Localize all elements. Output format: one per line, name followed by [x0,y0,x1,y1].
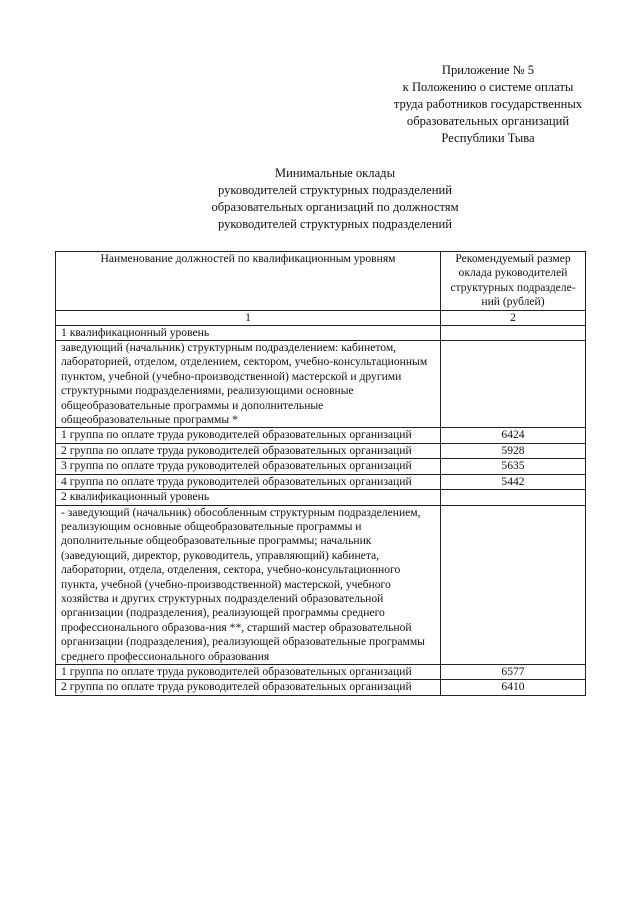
salary-value: 5442 [441,474,586,489]
appendix-line: Республики Тыва [441,131,535,145]
title-line: руководителей структурных подразделений [217,183,452,197]
position-description: - заведующий (начальник) обособленным структурным подразделением, реализующим основные общеобразовательные программы и дополнительные общеобразовательные программы; начальник (заведующий, директор, руководитель, управляющий) кабинета, лаборатории, отдела, отделения, сектора, учебно-консультационного пункта, учебной (учебно-производственной) мастерской, учебного хозяйства и других структурных подразделений образовательной организации (подразделения), реализующей программы среднего профессионального образова-ния **, старший мастер образовательной организации (подразделения), реализующей образовательные программы среднего профессионального образования [56,505,441,664]
salary-table [55,251,586,696]
salary-value: 5635 [441,459,586,474]
salary-value [441,490,586,505]
salary-value: 6577 [441,664,586,679]
table-row [56,325,586,340]
title-line: образовательных организаций по должностям [211,200,459,214]
table-row [56,490,586,505]
table-row [56,428,586,443]
salary-value [441,325,586,340]
appendix-line: к Положению о системе оплаты [402,80,574,94]
header-recommended-salary: Рекомендуемый размер оклада руководителей структурных подразделе-ний (рублей) [441,252,586,311]
table-row [56,459,586,474]
pay-group: 2 группа по оплате труда руководителей образовательных организаций [56,443,441,458]
qualification-level: 1 квалификационный уровень [56,325,441,340]
qualification-level: 2 квалификационный уровень [56,490,441,505]
salary-value [441,341,586,428]
pay-group: 4 группа по оплате труда руководителей образовательных организаций [56,474,441,489]
salary-value [441,505,586,664]
appendix-reference [360,62,616,147]
appendix-line: Приложение № 5 [441,63,535,77]
column-number: 1 [56,310,441,325]
pay-group: 2 группа по оплате труда руководителей образовательных организаций [56,680,441,695]
salary-value: 6410 [441,680,586,695]
salary-value: 6424 [441,428,586,443]
table-row [56,341,586,428]
table-row [56,664,586,679]
column-number-row [56,310,586,325]
table-row [56,474,586,489]
table-row [56,680,586,695]
pay-group: 3 группа по оплате труда руководителей образовательных организаций [56,459,441,474]
pay-group: 1 группа по оплате труда руководителей образовательных организаций [56,664,441,679]
table-header-row [56,252,586,311]
pay-group: 1 группа по оплате труда руководителей образовательных организаций [56,428,441,443]
appendix-line: труда работников государственных [393,97,583,111]
column-number: 2 [441,310,586,325]
table-row [56,443,586,458]
position-description: заведующий (начальник) структурным подразделением: кабинетом, лабораторией, отделом, отделением, сектором, учебно-консультационным пунктом, учебной (учебно-производственной) мастерской и другими структурными подразделениями, реализующими основные общеобразовательные программы и дополнительные общеобразовательные программы * [56,341,441,428]
document-title [150,165,520,233]
table-row [56,505,586,664]
title-line: Минимальные оклады [274,166,396,180]
title-line: руководителей структурных подразделений [217,217,452,231]
header-position-name: Наименование должностей по квалификационным уровням [56,252,441,311]
salary-value: 5928 [441,443,586,458]
appendix-line: образовательных организаций [406,114,570,128]
